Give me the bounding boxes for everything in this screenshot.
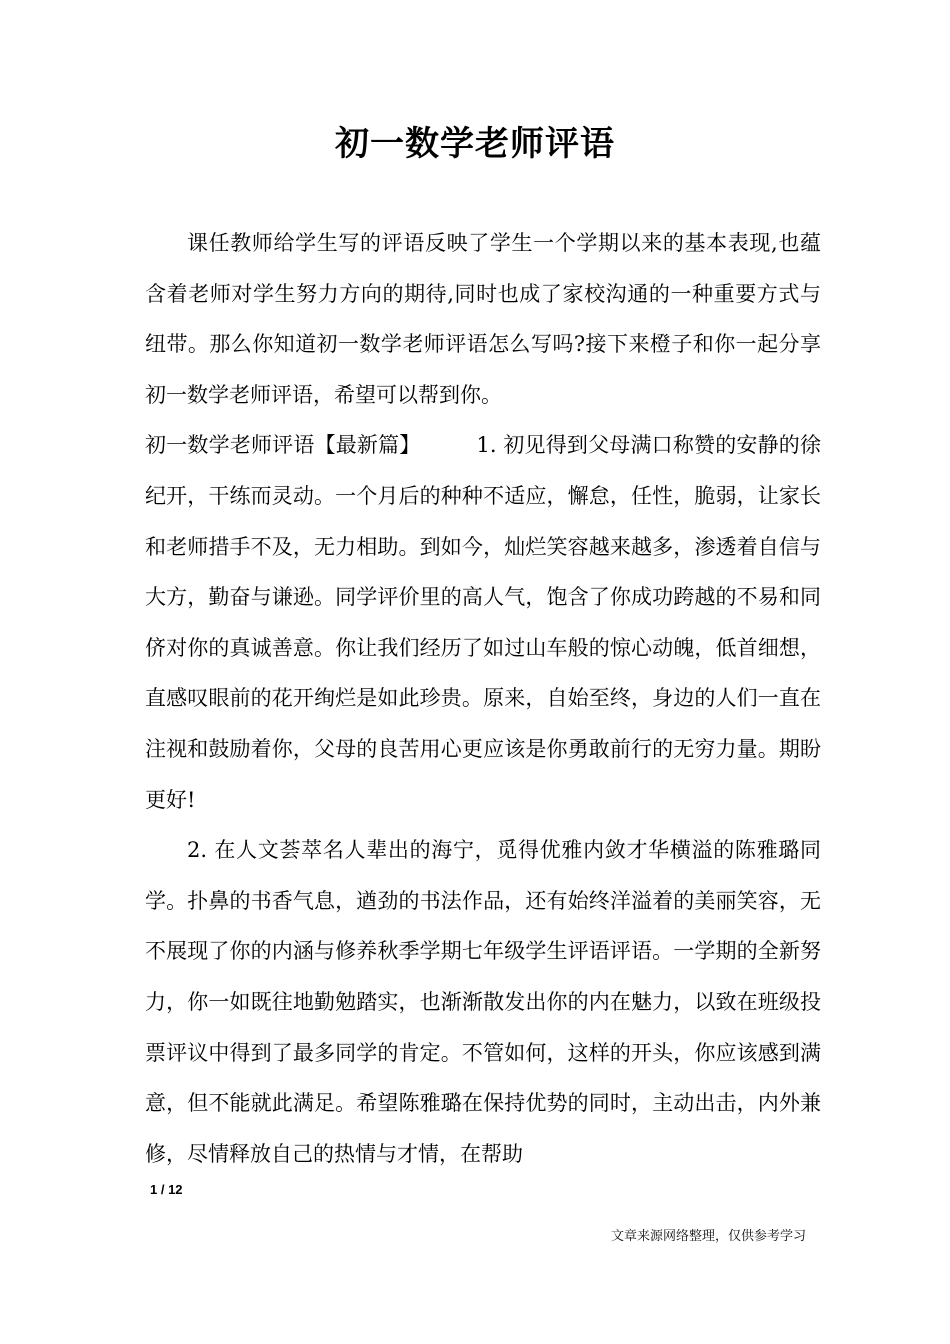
document-title: 初一数学老师评语: [335, 124, 615, 164]
section-heading: 初一数学老师评语【最新篇】: [145, 433, 421, 458]
footer-note: 文章来源网络整理，仅供参考学习: [610, 1229, 806, 1244]
comment-item-1: 1. 初见得到父母满口称赞的安静的徐纪开，干练而灵动。一个月后的种种不适应，懈怠，任性，脆弱，让家长和老师措手不及，无力相助。到如今，灿烂笑容越来越多，渗透着自信与大方，勤奋与谦逊。同学评价里的高人气，饱含了你成功跨越的不易和同侪对你的真诚善意。你让我们经历了如过山车般的惊心动魄，低首细想，直感叹眼前的花开绚烂是如此珍贵。原来，自始至终，身边的人们一直在注视和鼓励着你，父母的良苦用心更应该是你勇敢前行的无穷力量。期盼更好!: [145, 433, 821, 812]
comment-item-2: 2. 在人文荟萃名人辈出的海宁，觅得优雅内敛才华横溢的陈雅璐同学。扑鼻的书香气息，遒劲的书法作品，还有始终洋溢着的美丽笑容，无不展现了你的内涵与修养秋季学期七年级学生评语评语。一学期的全新努力，你一如既往地勤勉踏实，也渐渐散发出你的内在魅力，以致在班级投票评议中得到了最多同学的肯定。不管如何，这样的开头，你应该感到满意，但不能就此满足。希望陈雅璐在保持优势的同时，主动出击，内外兼修，尽情释放自己的热情与才情，在帮助: [145, 838, 821, 1166]
intro-paragraph: 课任教师给学生写的评语反映了学生一个学期以来的基本表现,也蕴含着老师对学生努力方向的期待,同时也成了家校沟通的一种重要方式与纽带。那么你知道初一数学老师评语怎么写吗?接下来橙子和你一起分享初一数学老师评语，希望可以帮到你。: [145, 231, 821, 407]
document-body: [145, 218, 821, 1179]
page-number: 1 / 12: [150, 1182, 183, 1197]
section-paragraph: [145, 420, 821, 825]
